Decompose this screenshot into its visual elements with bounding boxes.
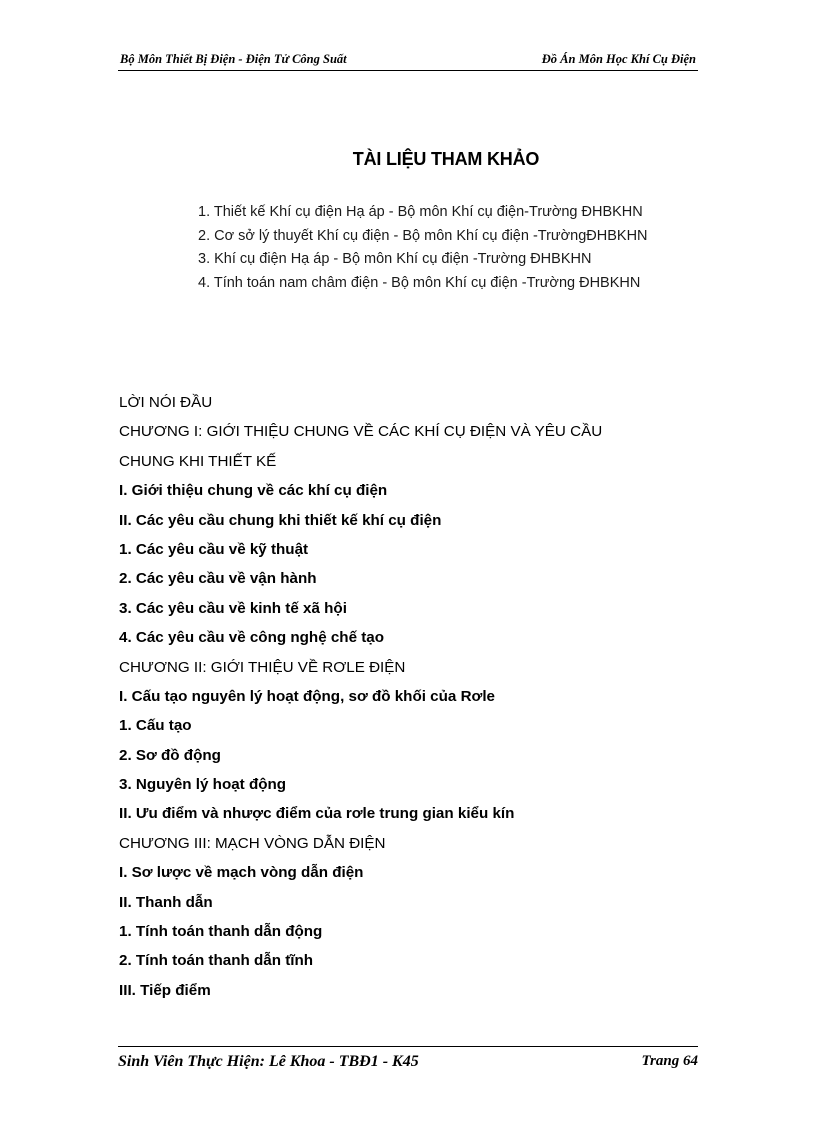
toc-subsection: 1. Tính toán thanh dẫn động: [119, 923, 323, 941]
page-footer: [118, 1046, 698, 1075]
toc-subsection: 2. Sơ đồ động: [119, 746, 221, 764]
toc-preface: LỜI NÓI ĐẦU: [119, 394, 213, 411]
toc-section: II. Ưu điểm và nhược điểm của rơle trung gian kiểu kín: [119, 805, 515, 823]
toc-subsection: 2. Các yêu cầu về vận hành: [119, 570, 317, 588]
references-title: TÀI LIỆU THAM KHẢO: [352, 149, 540, 169]
reference-item: 4. Tính toán nam châm điện - Bộ môn Khí cụ điện -Trường ĐHBKHN: [198, 274, 641, 291]
toc-chapter-heading: CHƯƠNG I: GIỚI THIỆU CHUNG VỀ CÁC KHÍ CỤ ĐIỆN VÀ YÊU CẦU: [119, 423, 603, 441]
toc-chapter-heading: CHUNG KHI THIẾT KẾ: [119, 452, 277, 470]
footer-page-number: Trang 64: [641, 1053, 698, 1069]
toc-subsection: 1. Các yêu cầu về kỹ thuật: [119, 540, 309, 558]
table-of-contents: [119, 392, 602, 1009]
page-header: [118, 50, 698, 71]
toc-subsection: 3. Các yêu cầu về kinh tế xã hội: [119, 599, 347, 617]
reference-item: 3. Khí cụ điện Hạ áp - Bộ môn Khí cụ điện -Trường ĐHBKHN: [198, 251, 592, 267]
reference-item: 1. Thiết kế Khí cụ điện Hạ áp - Bộ môn Khí cụ điện-Trường ĐHBKHN: [198, 204, 643, 220]
toc-chapter-heading: CHƯƠNG II: GIỚI THIỆU VỀ RƠLE ĐIỆN: [119, 658, 406, 676]
toc-subsection: 3. Nguyên lý hoạt động: [119, 776, 287, 794]
toc-section: I. Giới thiệu chung về các khí cụ điện: [119, 482, 388, 500]
toc-subsection: 1. Cấu tạo: [119, 717, 192, 735]
footer-student: Sinh Viên Thực Hiện: Lê Khoa - TBĐ1 - K45: [118, 1053, 419, 1070]
toc-section: II. Thanh dẫn: [119, 893, 213, 911]
toc-section: I. Sơ lược về mạch vòng dẫn điện: [119, 864, 364, 882]
toc-chapter-heading: CHƯƠNG III: MẠCH VÒNG DẪN ĐIỆN: [119, 834, 386, 852]
toc-section: II. Các yêu cầu chung khi thiết kế khí cụ điện: [119, 511, 442, 529]
references-list: [198, 202, 648, 296]
header-project: Đồ Án Môn Học Khí Cụ Điện: [541, 52, 696, 66]
toc-section: III. Tiếp điểm: [119, 981, 211, 999]
reference-item: 2. Cơ sở lý thuyết Khí cụ điện - Bộ môn Khí cụ điện -TrườngĐHBKHN: [198, 227, 648, 244]
header-department: Bộ Môn Thiết Bị Điện - Điện Tử Công Suất: [120, 52, 347, 66]
toc-section: I. Cấu tạo nguyên lý hoạt động, sơ đồ khối của Rơle: [119, 687, 496, 705]
toc-subsection: 4. Các yêu cầu về công nghệ chế tạo: [119, 629, 385, 647]
toc-subsection: 2. Tính toán thanh dẫn tĩnh: [119, 952, 314, 970]
